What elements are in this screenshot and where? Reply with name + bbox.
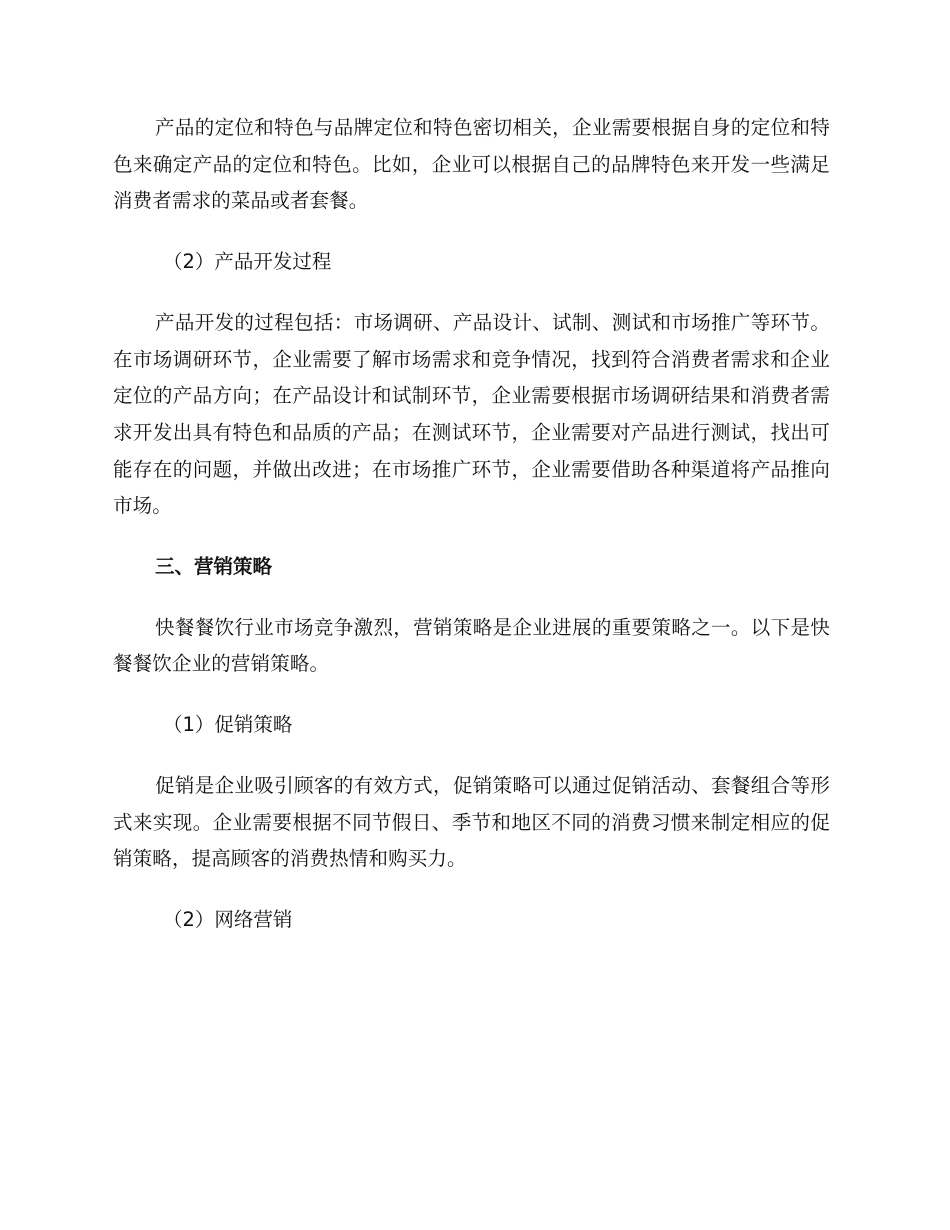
paragraph-development-process: 产品开发的过程包括：市场调研、产品设计、试制、测试和市场推广等环节。在市场调研环节，企业需要了解市场需求和竞争情况，找到符合消费者需求和企业定位的产品方向；在产品设计和试制环节，企业需要根据市场调研结果和消费者需求开发出具有特色和品质的产品；在测试环节，企业需要对产品进行测试，找出可能存在的问题，并做出改进；在市场推广环节，企业需要借助各种渠道将产品推向市场。 (113, 310, 830, 518)
subheading-online-marketing: （2）网络营销 (163, 907, 293, 931)
section-heading-marketing: 三、营销策略 (155, 555, 273, 579)
paragraph-marketing-intro: 快餐餐饮行业市场竞争激烈，营销策略是企业进展的重要策略之一。以下是快餐餐饮企业的营销策略。 (113, 615, 830, 676)
spacer (113, 878, 830, 902)
document-page (113, 110, 830, 939)
paragraph-product-positioning: 产品的定位和特色与品牌定位和特色密切相关，企业需要根据自身的定位和特色来确定产品的定位和特色。比如，企业可以根据自己的品牌特色来开发一些满足消费者需求的菜品或者套餐。 (113, 116, 830, 213)
paragraph-promotion: 促销是企业吸引顾客的有效方式，促销策略可以通过促销活动、套餐组合等形式来实现。企业需要根据不同节假日、季节和地区不同的消费习惯来制定相应的促销策略，提高顾客的消费热情和购买力。 (113, 773, 830, 871)
spacer (113, 220, 830, 244)
subheading-promotion: （1）促销策略 (163, 713, 293, 737)
spacer (113, 586, 830, 610)
subheading-product-development: （2）产品开发过程 (163, 250, 332, 274)
spacer (113, 281, 830, 305)
spacer (113, 525, 830, 549)
spacer (113, 744, 830, 768)
spacer (113, 683, 830, 707)
